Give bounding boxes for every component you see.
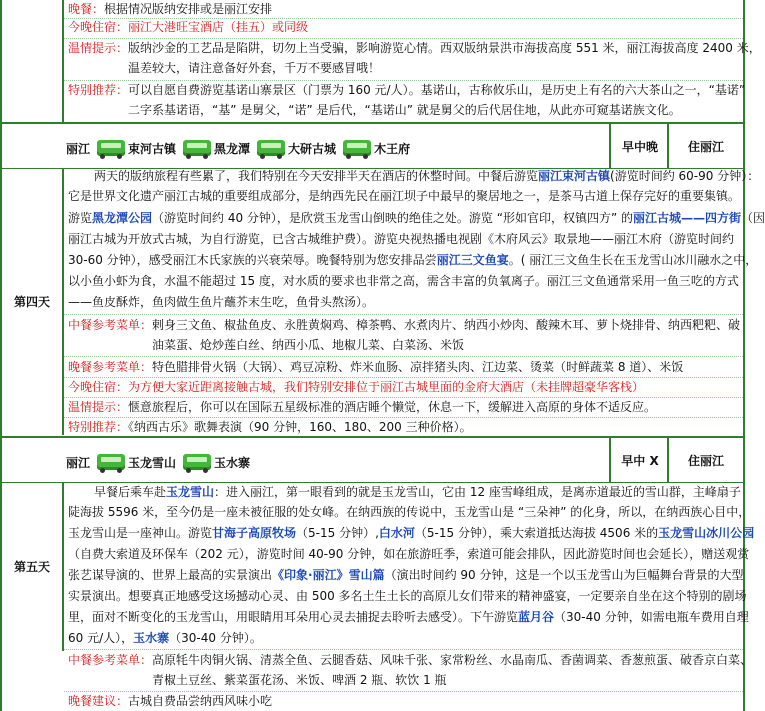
rec-line1: 可以自愿自费游览基诺山寨景区（门票为 160 元/人）。基诺山，古称攸乐山，是历史上有名的六大茶山之一，“基诺” xyxy=(128,83,746,97)
bus-icon xyxy=(183,140,211,156)
link-yushuizhai: 玉水寨 xyxy=(133,631,170,645)
link-baishuihe: 白水河 xyxy=(378,526,415,540)
link-impression: 《印象·丽江》雪山篇 xyxy=(272,568,385,582)
day5-header xyxy=(2,436,743,483)
hotel-text: 丽江大港旺宝酒店（挂五）或同级 xyxy=(128,20,309,34)
dinner-text: 根据情况版纳安排或是丽江安排 xyxy=(104,2,273,16)
day4-p3: 游览黑龙潭公园（游览时间约 40 分钟），是欣赏玉龙雪山倒映的绝佳之处。游览 “形如官印，权镇四方” 的丽江古城——四方街（因 xyxy=(68,211,765,225)
day5-p8: 60 元/人），玉水寨（30-40 分钟）。 xyxy=(68,631,262,645)
bus-icon xyxy=(343,140,371,156)
day5-body xyxy=(2,482,755,711)
day4-stay: 住丽江 xyxy=(667,124,743,168)
link-lanyuegu: 蓝月谷 xyxy=(518,610,555,624)
hotel-label: 今晚住宿： xyxy=(68,20,129,34)
day4-dinner: 晚餐参考菜单：特色腊排骨火锅（大锅）、鸡豆凉粉、炸米血肠、凉拌猪头肉、江边菜、烫菜（时鲜蔬菜 8 道）、米饭 xyxy=(68,360,684,374)
day5-lunch-line2: 青椒土豆丝、紫菜蛋花汤、米饭、啤酒 2 瓶、软饮 1 瓶 xyxy=(152,673,447,687)
link-glacier: 玉龙雪山冰川公园 xyxy=(658,526,755,540)
day5-p4: （自费大索道及环保车（202 元），游览时间 40-90 分钟，如在旅游旺季，索道可能会排队，因此游览时间也会延长），赠送观赏 xyxy=(68,547,750,561)
bus-icon xyxy=(97,454,125,470)
day4-rec: 特别推荐：《纳西古乐》歌舞表演（90 分钟，160、180、200 三种价格）。 xyxy=(68,420,472,434)
day4-p2: 它是世界文化遗产丽江古城的重要组成部分，是纳西先民在丽江坝子中最早的聚居地之一，是茶马古道上保存完好的重要集镇。 xyxy=(68,189,741,203)
day5-p1: 早餐后乘车赴玉龙雪山：进入丽江，第一眼看到的就是玉龙雪山，它由 12 座雪峰组成，是离赤道最近的雪山群，主峰扇子 xyxy=(94,485,741,499)
day5-p3: 玉龙雪山是一座神山。游览甘海子高原牧场（5-15 分钟）,白水河（5-15 分钟），乘大索道抵达海拔 4506 米的玉龙雪山冰川公园 xyxy=(68,526,755,540)
day4-lunch-line2: 油菜蛋、炝炒莲白丝、纳西小瓜、地椒儿菜、白菜汤、米饭 xyxy=(152,338,465,352)
day5-label: 第五天 xyxy=(2,482,64,651)
day5-p2: 陡海拔 5596 米，至今仍是一座未被征服的处女峰。在纳西族的传说中，玉龙雪山是 “三朵神” 的化身，所以，在纳西族心目中， xyxy=(68,505,751,519)
rec-line2: 二字系基诺语，“基” 是舅父，“诺” 是后代，“基诺山” 就是舅父的后代居住地，从此亦可窥基诺族文化。 xyxy=(128,103,681,117)
day4-p6: 以小鱼小虾为食，水温不能超过 15 度，对水质的要求也非常之高，需含丰富的负氧离子。丽江三文鱼通常采用一鱼三吃的方式 xyxy=(68,274,739,288)
day5-p7: 里，面对不断变化的玉龙雪山，用眼睛用耳朵用心灵去捕捉去聆听去感受）。下午游览蓝月谷（30-40 分钟，如需电瓶车费用自理 xyxy=(68,610,749,624)
day4-header xyxy=(2,122,743,169)
route-stop: 丽江 xyxy=(66,141,91,156)
day4-p7: ——鱼皮酥炸，鱼肉做生鱼片蘸芥末生吃，鱼骨头熬汤）。 xyxy=(68,295,375,309)
day4-p4: 丽江古城为开放式古城，为自行游览，已含古城维护费）。游览央视热播电视剧《木府风云》取景地——丽江木府（游览时间约 xyxy=(68,232,735,246)
dinner-label: 晚餐： xyxy=(68,2,105,16)
day4-p5: 30-60 分钟），感受丽江木氏家族的兴衰荣辱。晚餐特别为您安排品尝丽江三文鱼宴。( 丽江三文鱼生长在玉龙雪山冰川融水之中， xyxy=(68,253,758,267)
rec-label: 特别推荐： xyxy=(68,83,129,97)
route-stop: 木王府 xyxy=(374,141,411,156)
route-stop: 大研古城 xyxy=(288,141,337,156)
link-sifangjie: 丽江古城——四方街 xyxy=(633,211,742,225)
day4-lunch: 中餐参考菜单：剌身三文鱼、椒盐鱼皮、永胜黄焖鸡、樟茶鸭、水煮肉片、纳西小炒肉、酸辣木耳、萝卜烧排骨、纳西粑粑、破 xyxy=(68,318,741,332)
day4-meals: 早中晚 xyxy=(609,124,669,168)
day4-route xyxy=(66,134,414,162)
route-stop: 束河古镇 xyxy=(128,141,177,156)
hotel-row xyxy=(68,19,743,35)
day4-body xyxy=(2,168,765,435)
tip-line2: 温差较大，请注意备好外套，千万不要感冒哦！ xyxy=(128,61,381,75)
link-salmon: 丽江三文鱼宴 xyxy=(436,253,509,267)
day5-p6: 实景演出。想要真正地感受这场撼动心灵、由 500 多名土生土长的高原儿女们带来的精神盛宴，一定要亲自坐在这个特别的剧场 xyxy=(68,589,747,603)
day5-lunch: 中餐参考菜单：高原牦牛肉铜火锅、清蒸全鱼、云腿香菇、风味千张、家常粉丝、水晶南瓜、香菌调菜、香葱煎蛋、破香京白菜、 xyxy=(68,653,753,667)
day5-stay: 住丽江 xyxy=(667,438,743,482)
day3-tail-block xyxy=(2,0,761,122)
day4-hotel: 今晚住宿：为方便大家近距离接触古城，我们特别安排位于丽江古城里面的金府大酒店（未挂牌超豪华客栈） xyxy=(68,380,645,394)
rec-row xyxy=(68,82,746,98)
day5-dinner: 晚餐建议：古城自费品尝纳西风味小吃 xyxy=(68,694,273,708)
day5-meals: 早中 X xyxy=(609,438,669,482)
route-stop: 玉水寨 xyxy=(214,455,251,470)
link-ganhaizi: 甘海子高原牧场 xyxy=(212,526,297,540)
route-stop: 黑龙潭 xyxy=(214,141,251,156)
tip-label: 温情提示： xyxy=(68,41,129,55)
route-stop: 玉龙雪山 xyxy=(128,455,177,470)
day4-p1: 两天的版纳旅程有些累了，我们特别在今天安排半天在酒店的休整时间。中餐后游览丽江束河古镇(游览时间约 60-90 分钟）： xyxy=(94,169,760,183)
route-stop: 丽江 xyxy=(66,455,91,470)
tip-line1: 版纳沙金的工艺品是陷阱，切勿上当受骗，影响游览心情。西双版纳景洪市海拔高度 551 米，丽江海拔高度 2400 米， xyxy=(128,41,761,55)
link-yulong: 玉龙雪山 xyxy=(166,485,215,499)
day4-tip: 温情提示：惬意旅程后，你可以在国际五星级标准的酒店睡个懒觉，休息一下，缓解进入高原的身体不适反应。 xyxy=(68,400,657,414)
tip-row xyxy=(68,40,761,56)
day5-route xyxy=(66,448,254,476)
day4-label: 第四天 xyxy=(2,168,64,435)
link-heilongtan: 黑龙潭公园 xyxy=(92,211,153,225)
day5-p5: 张艺谋导演的、世界上最高的实景演出《印象·丽江》雪山篇（演出时间约 90 分钟，这是一个以玉龙雪山为巨幅舞台背景的大型 xyxy=(68,568,744,582)
bus-icon xyxy=(257,140,285,156)
bus-icon xyxy=(183,454,211,470)
link-shuhe: 丽江束河古镇 xyxy=(538,169,611,183)
bus-icon xyxy=(97,140,125,156)
dinner-row xyxy=(68,1,743,17)
